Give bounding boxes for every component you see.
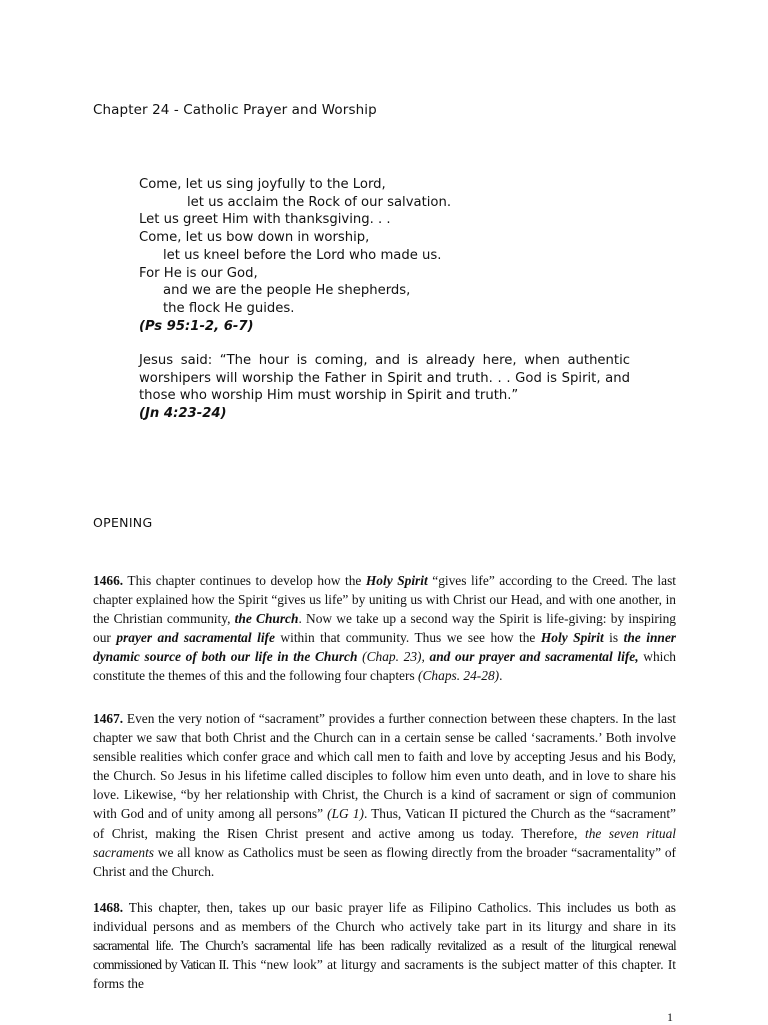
poem-line: Come, let us sing joyfully to the Lord, [139, 177, 386, 192]
emphasis-run: Holy Spirit [365, 573, 428, 588]
text-run: . [499, 668, 503, 684]
poem-line: For He is our God, [139, 265, 258, 281]
paragraph-number: 1467. [93, 711, 124, 726]
emphasis-run: and our prayer and sacramental life, [424, 649, 639, 665]
italic-run: (LG 1) [327, 806, 364, 822]
text-run: within that community. Thus we see how the [274, 630, 541, 646]
jesus-quote [139, 352, 630, 423]
poem-line: Let us greet Him with thanksgiving. . . [139, 212, 391, 228]
emphasis-run: Holy Spirit [540, 630, 604, 646]
emphasis-run: the inner dynamic source of both our life in the Church [93, 630, 677, 665]
text-run: . Thus, Vatican II pictured the Church as the “sacrament” of Christ, making the Risen Christ present and active among us today. Therefore, [93, 806, 676, 841]
text-run: This chapter, then, takes up our basic prayer life as Filipino Catholics. This includes us both as individual persons and as members of the Church who actively take part in its liturgy and share in its [93, 900, 676, 935]
text-run: is [603, 630, 624, 646]
poem-line: and we are the people He shepherds, [163, 283, 411, 299]
paragraph-number: 1468. [93, 900, 124, 915]
poem-line: the flock He guides. [163, 300, 295, 316]
paragraph-1466 [93, 571, 676, 686]
italic-run: the seven ritual sacraments [93, 825, 676, 860]
paragraph-1468 [93, 898, 676, 993]
page-number: 1 [667, 1010, 673, 1024]
poem-line: let us kneel before the Lord who made us. [163, 247, 442, 263]
quote-text: Jesus said: “The hour is coming, and is already here, when authentic worshipers will worship the Father in Spirit and truth. . . God is Spirit, and those who worship Him must worship in Spirit and truth.” [139, 353, 630, 404]
poem-line: Come, let us bow down in worship, [139, 230, 370, 246]
condensed-text-run: sacramental life. The Church’s sacramental life has been radically revitalized as a result of the liturgical renewal commissioned by Vatican II. [93, 938, 676, 973]
text-run: Even the very notion of “sacrament” provides a further connection between these chapters. In the last chapter we saw that both Christ and the Church can in a certain sense be called ‘sacraments.’ Both involve sensible realities which confer grace and which call men to faith and love by accepting Jesus and his Body, the Church. So Jesus in his lifetime called disciples to follow him even unto death, and in love to share his love. Likewise, “by her relationship with Christ, the Church is a kind of sacrament or sign of communion with God and of unity among all persons” [93, 711, 676, 822]
text-run: we all know as Catholics must be seen as flowing directly from the broader “sacramentality” of Christ and the Church. [93, 844, 676, 879]
chapter-title: Chapter 24 - Catholic Prayer and Worship [93, 102, 377, 118]
paragraph-number: 1466. [93, 573, 124, 588]
text-run: “gives life” according to the Creed. The last chapter explained how the Spirit “gives us life” by uniting us with Christ our Head, and with one another, in the Christian community, [93, 573, 677, 627]
quote-citation: (Jn 4:23-24) [139, 406, 227, 422]
emphasis-run: prayer and sacramental life [116, 630, 275, 646]
italic-run: (Chaps. 24-28) [418, 668, 500, 684]
psalm-citation: (Ps 95:1-2, 6-7) [139, 318, 254, 334]
italic-run: (Chap. 23), [357, 649, 425, 665]
text-run: . Now we take up a second way the Spirit is life-giving: by inspiring our [93, 611, 676, 646]
paragraph-1467 [93, 709, 676, 881]
section-heading: OPENING [93, 515, 153, 530]
text-run: which constitute the themes of this and the following four chapters [93, 649, 677, 684]
psalm-poem [139, 176, 451, 335]
emphasis-run: the Church [234, 611, 299, 627]
text-run: This “new look” at liturgy and sacraments is the subject matter of this chapter. It forms the [93, 957, 676, 992]
poem-line: let us acclaim the Rock of our salvation. [187, 194, 452, 210]
text-run: This chapter continues to develop how the [123, 573, 366, 588]
